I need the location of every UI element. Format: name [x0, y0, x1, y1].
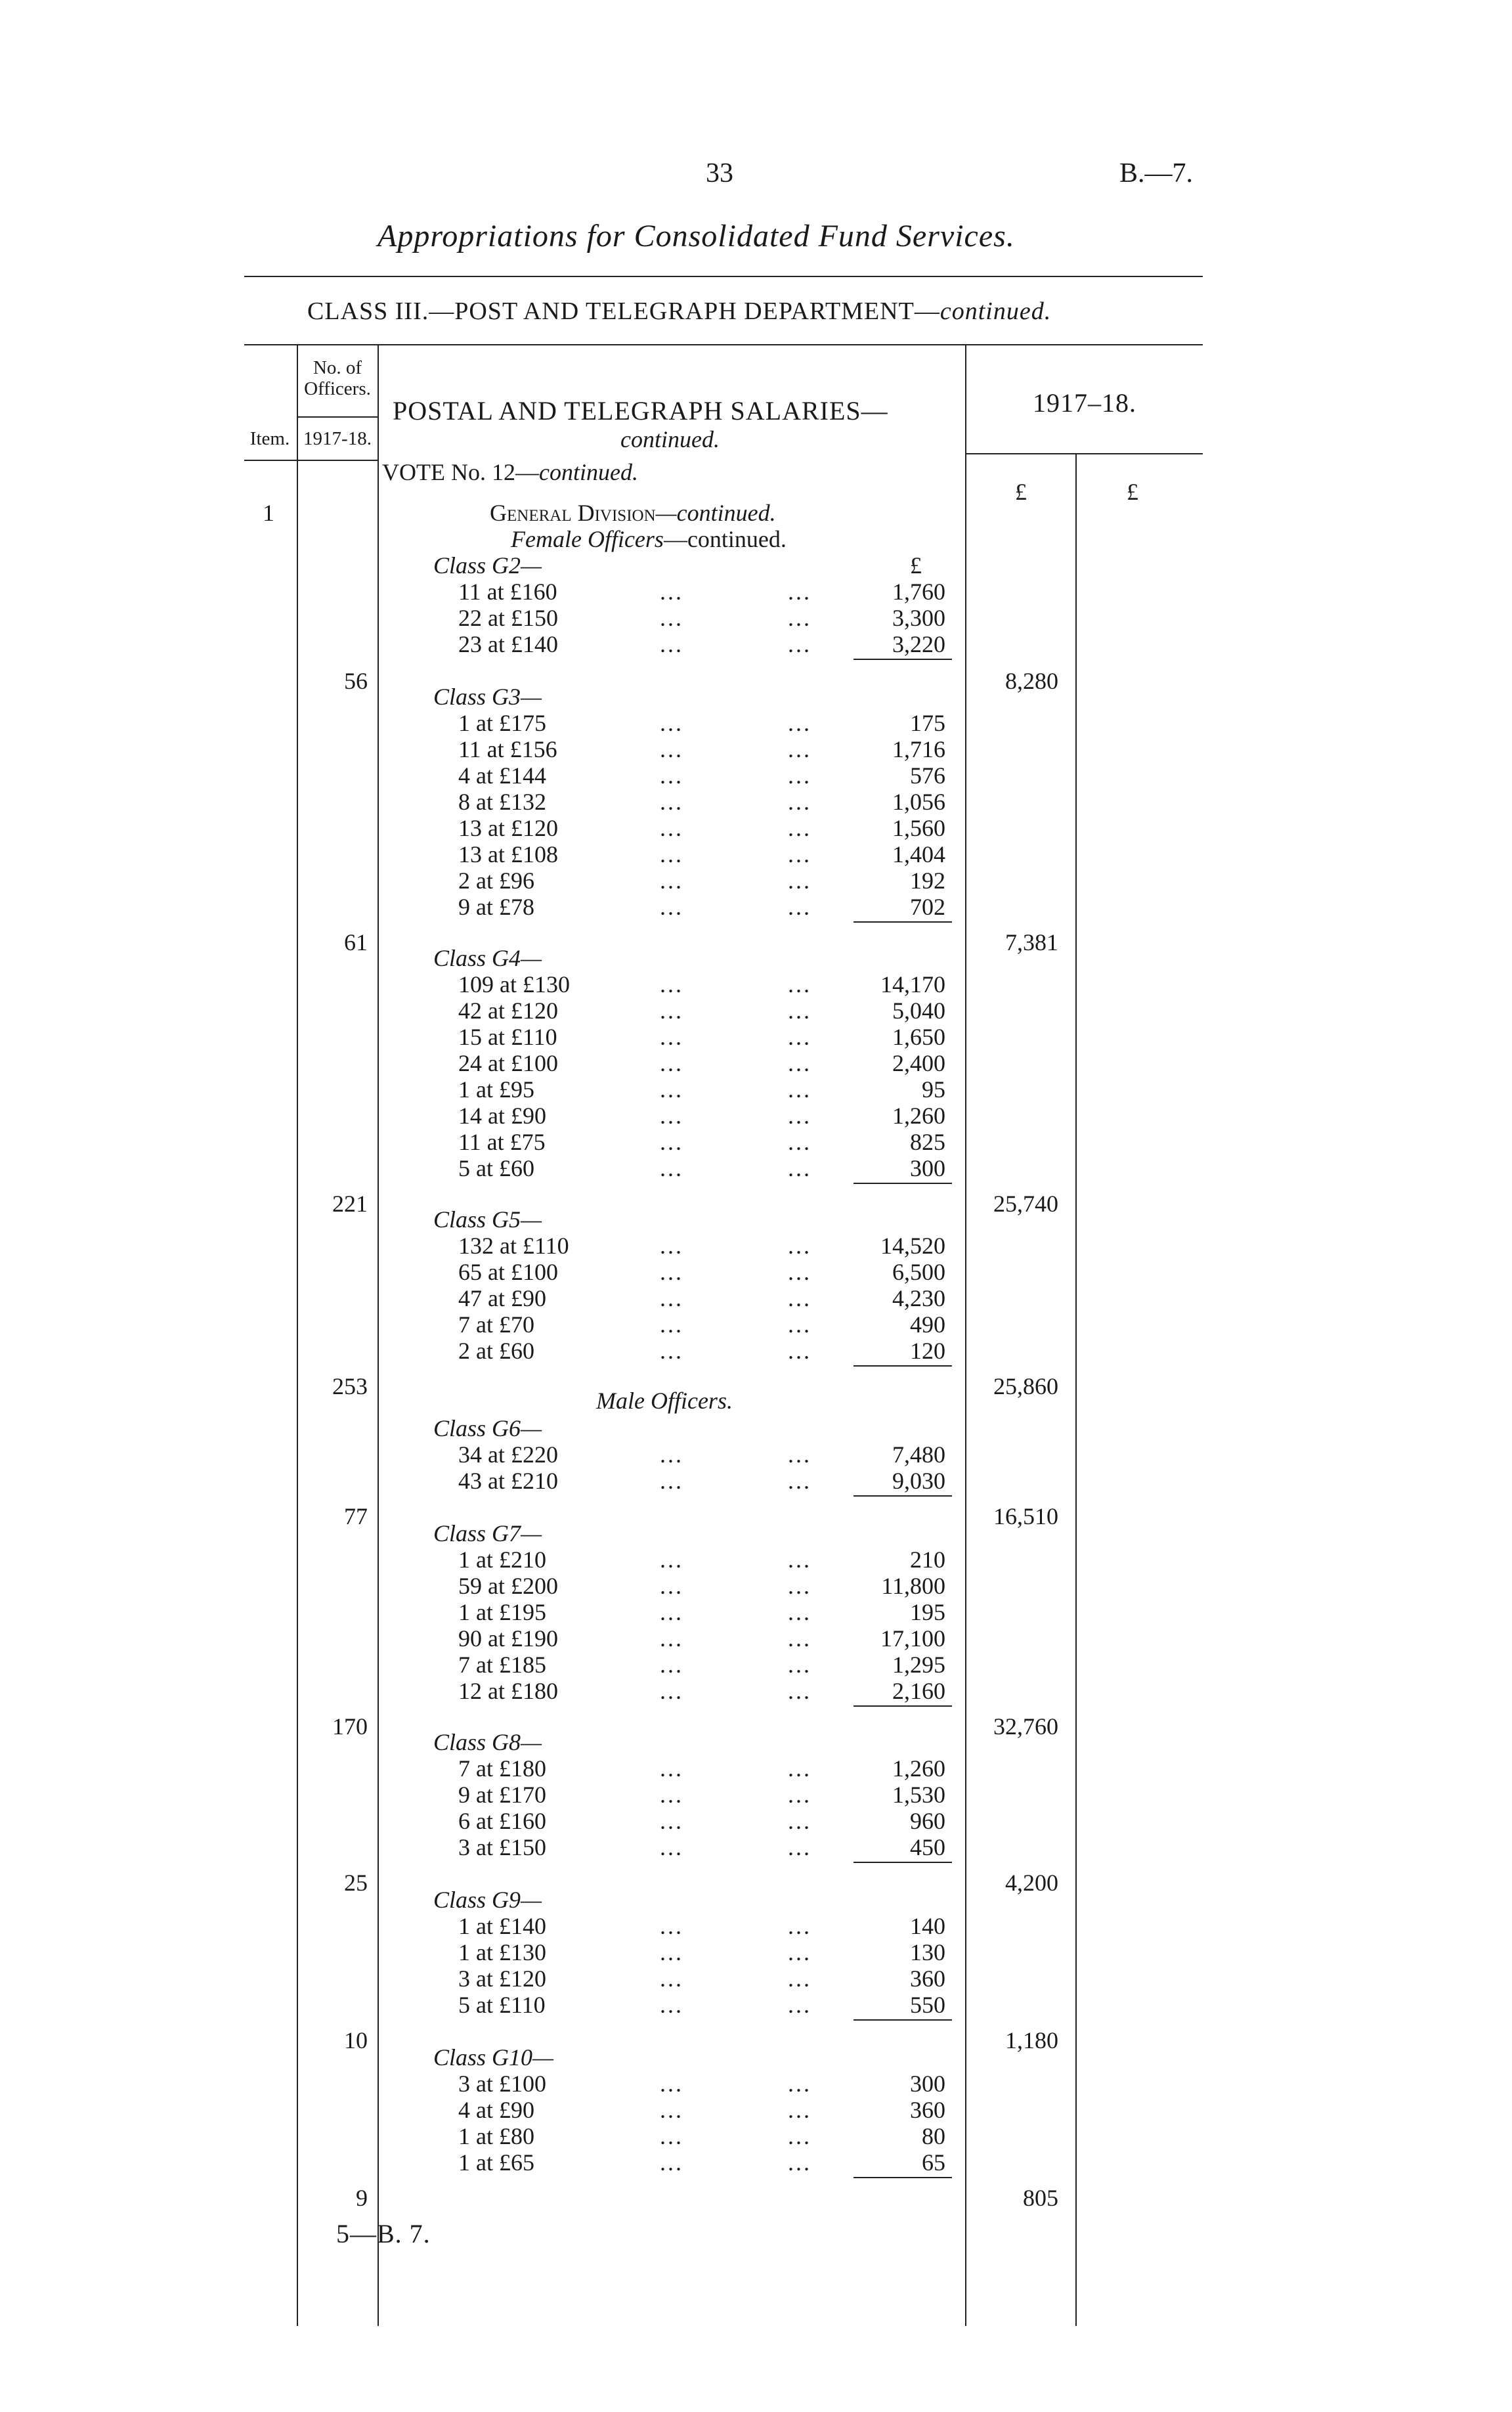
officers-header-rule — [297, 416, 378, 418]
salary-rate: 1 at £130 — [458, 1939, 546, 1965]
salary-rate: 5 at £110 — [458, 1992, 546, 2018]
salary-rate: 7 at £180 — [458, 1755, 546, 1782]
subtotal-rule — [853, 1705, 952, 1707]
leader-dots: ... — [660, 1103, 683, 1129]
class-total: 7,381 — [1005, 929, 1058, 955]
leader-dots: ... — [788, 1965, 811, 1992]
salary-amount: 7,480 — [892, 1441, 945, 1468]
salary-amount: 1,260 — [892, 1103, 945, 1129]
leader-dots: ... — [660, 1808, 683, 1834]
leader-dots: ... — [660, 1259, 683, 1285]
class-total: 32,760 — [993, 1713, 1058, 1740]
class-label: Class G8— — [433, 1729, 542, 1755]
leader-dots: ... — [788, 1834, 811, 1860]
salary-rate: 7 at £70 — [458, 1311, 534, 1338]
officers-count: 253 — [332, 1373, 368, 1399]
class-label: Class G7— — [433, 1520, 542, 1546]
salary-rate: 1 at £195 — [458, 1599, 546, 1625]
salary-amount: 450 — [910, 1834, 945, 1860]
salary-rate: 3 at £120 — [458, 1965, 546, 1992]
salary-rate: 11 at £156 — [458, 736, 557, 762]
leader-dots: ... — [660, 1834, 683, 1860]
class-rule — [244, 344, 1203, 345]
salary-rate: 12 at £180 — [458, 1678, 558, 1704]
leader-dots: ... — [660, 998, 683, 1024]
leader-dots: ... — [660, 2071, 683, 2097]
page-title: Appropriations for Consolidated Fund Services. — [378, 219, 1015, 253]
leader-dots: ... — [788, 1155, 811, 1181]
salary-rate: 3 at £150 — [458, 1834, 546, 1860]
officers-count: 170 — [332, 1713, 368, 1740]
class-total: 25,860 — [993, 1373, 1058, 1399]
salary-amount: 14,520 — [880, 1233, 945, 1259]
class-label: Class G6— — [433, 1415, 542, 1441]
leader-dots: ... — [660, 1285, 683, 1311]
salary-amount: 175 — [910, 710, 945, 736]
item-header-rule — [244, 460, 378, 461]
salary-rate: 90 at £190 — [458, 1625, 558, 1652]
leader-dots: ... — [660, 1625, 683, 1652]
vote-line: VOTE No. 12—continued. — [382, 459, 638, 485]
leader-dots: ... — [660, 1782, 683, 1808]
officers-count: 56 — [344, 668, 368, 694]
officers-year-header: 1917-18. — [303, 428, 372, 449]
salary-rate: 9 at £78 — [458, 894, 534, 920]
leader-dots: ... — [660, 762, 683, 789]
leader-dots: ... — [660, 631, 683, 657]
salary-rate: 34 at £220 — [458, 1441, 558, 1468]
salary-rate: 13 at £108 — [458, 841, 558, 867]
salaries-heading-continued: continued. — [620, 426, 720, 452]
subtotal-rule — [853, 1495, 952, 1497]
salary-rate: 13 at £120 — [458, 815, 558, 841]
salary-amount: 192 — [910, 867, 945, 894]
salary-rate: 4 at £144 — [458, 762, 546, 789]
leader-dots: ... — [660, 1965, 683, 1992]
salary-amount: 3,220 — [892, 631, 945, 657]
leader-dots: ... — [660, 1913, 683, 1939]
salary-amount: 210 — [910, 1546, 945, 1573]
salary-amount: 1,650 — [892, 1024, 945, 1050]
leader-dots: ... — [660, 1546, 683, 1573]
class-total: 1,180 — [1005, 2027, 1058, 2053]
leader-dots: ... — [660, 971, 683, 998]
leader-dots: ... — [788, 762, 811, 789]
leader-dots: ... — [788, 1024, 811, 1050]
salary-amount: 9,030 — [892, 1468, 945, 1494]
salary-rate: 15 at £110 — [458, 1024, 557, 1050]
leader-dots: ... — [788, 1441, 811, 1468]
leader-dots: ... — [788, 2123, 811, 2149]
salary-rate: 5 at £60 — [458, 1155, 534, 1181]
leader-dots: ... — [660, 710, 683, 736]
salary-amount: 11,800 — [881, 1573, 945, 1599]
leader-dots: ... — [788, 1782, 811, 1808]
leader-dots: ... — [788, 1625, 811, 1652]
document-reference: B.—7. — [1119, 158, 1194, 188]
leader-dots: ... — [788, 1468, 811, 1494]
leader-dots: ... — [660, 815, 683, 841]
leader-dots: ... — [660, 736, 683, 762]
leader-dots: ... — [788, 710, 811, 736]
salary-rate: 22 at £150 — [458, 605, 558, 631]
leader-dots: ... — [788, 579, 811, 605]
salary-rate: 6 at £160 — [458, 1808, 546, 1834]
salary-amount: 140 — [910, 1913, 945, 1939]
pound-header-1: £ — [1015, 479, 1027, 505]
salary-amount: 300 — [910, 2071, 945, 2097]
salary-rate: 1 at £210 — [458, 1546, 546, 1573]
leader-dots: ... — [660, 1755, 683, 1782]
salary-rate: 3 at £100 — [458, 2071, 546, 2097]
salary-rate: 59 at £200 — [458, 1573, 558, 1599]
salary-amount: 360 — [910, 1965, 945, 1992]
leader-dots: ... — [788, 1103, 811, 1129]
column-rule-details-right — [965, 344, 966, 2326]
salary-rate: 11 at £160 — [458, 579, 557, 605]
salary-amount: 1,530 — [892, 1782, 945, 1808]
salary-rate: 24 at £100 — [458, 1050, 558, 1076]
male-officers-heading: Male Officers. — [596, 1388, 733, 1414]
officers-count: 77 — [344, 1503, 368, 1529]
pound-header-2: £ — [1127, 479, 1138, 505]
salary-rate: 2 at £60 — [458, 1338, 534, 1364]
leader-dots: ... — [788, 1546, 811, 1573]
leader-dots: ... — [660, 1155, 683, 1181]
salary-rate: 7 at £185 — [458, 1652, 546, 1678]
leader-dots: ... — [788, 631, 811, 657]
leader-dots: ... — [788, 867, 811, 894]
leader-dots: ... — [788, 1076, 811, 1103]
salary-amount: 576 — [910, 762, 945, 789]
leader-dots: ... — [660, 841, 683, 867]
item-number: 1 — [263, 500, 274, 526]
pound-header-inner: £ — [910, 552, 922, 579]
leader-dots: ... — [660, 1573, 683, 1599]
leader-dots: ... — [788, 605, 811, 631]
salary-amount: 1,056 — [892, 789, 945, 815]
salary-amount: 1,760 — [892, 579, 945, 605]
salary-amount: 14,170 — [880, 971, 945, 998]
salary-rate: 47 at £90 — [458, 1285, 546, 1311]
subtotal-rule — [853, 921, 952, 923]
salaries-heading: POSTAL AND TELEGRAPH SALARIES— — [393, 396, 888, 426]
page-number: 33 — [706, 158, 733, 188]
salary-amount: 130 — [910, 1939, 945, 1965]
class-label: Class G4— — [433, 945, 542, 971]
year-header: 1917–18. — [1033, 388, 1136, 418]
class-total: 16,510 — [993, 1503, 1058, 1529]
salary-rate: 1 at £65 — [458, 2149, 534, 2176]
salary-amount: 65 — [922, 2149, 945, 2176]
leader-dots: ... — [788, 841, 811, 867]
leader-dots: ... — [788, 1599, 811, 1625]
leader-dots: ... — [660, 2097, 683, 2123]
leader-dots: ... — [660, 1050, 683, 1076]
class-heading: CLASS III.—POST AND TELEGRAPH DEPARTMENT—continued. — [307, 297, 1052, 325]
salary-amount: 95 — [922, 1076, 945, 1103]
salary-rate: 23 at £140 — [458, 631, 558, 657]
leader-dots: ... — [660, 1441, 683, 1468]
leader-dots: ... — [788, 1259, 811, 1285]
column-rule-officers-right — [378, 344, 379, 2326]
leader-dots: ... — [788, 1311, 811, 1338]
subtotal-rule — [853, 2019, 952, 2021]
officers-count: 61 — [344, 929, 368, 955]
officers-count: 10 — [344, 2027, 368, 2053]
leader-dots: ... — [788, 1939, 811, 1965]
salary-amount: 1,404 — [892, 841, 945, 867]
leader-dots: ... — [660, 2123, 683, 2149]
leader-dots: ... — [660, 1652, 683, 1678]
leader-dots: ... — [660, 1599, 683, 1625]
leader-dots: ... — [660, 1678, 683, 1704]
salary-rate: 11 at £75 — [458, 1129, 546, 1155]
subtotal-rule — [853, 1862, 952, 1863]
leader-dots: ... — [660, 1992, 683, 2018]
salary-rate: 43 at £210 — [458, 1468, 558, 1494]
leader-dots: ... — [660, 1129, 683, 1155]
class-label: Class G2— — [433, 552, 542, 579]
leader-dots: ... — [788, 998, 811, 1024]
leader-dots: ... — [660, 894, 683, 920]
leader-dots: ... — [788, 894, 811, 920]
leader-dots: ... — [788, 736, 811, 762]
salary-rate: 132 at £110 — [458, 1233, 569, 1259]
leader-dots: ... — [788, 2097, 811, 2123]
salary-amount: 1,260 — [892, 1755, 945, 1782]
leader-dots: ... — [788, 1652, 811, 1678]
class-label: Class G9— — [433, 1887, 542, 1913]
leader-dots: ... — [788, 815, 811, 841]
salary-amount: 1,716 — [892, 736, 945, 762]
leader-dots: ... — [788, 789, 811, 815]
salary-rate: 1 at £80 — [458, 2123, 534, 2149]
salary-amount: 360 — [910, 2097, 945, 2123]
no-of-officers-header: No. of Officers. — [304, 357, 371, 399]
salary-rate: 8 at £132 — [458, 789, 546, 815]
salary-amount: 5,040 — [892, 998, 945, 1024]
salary-amount: 300 — [910, 1155, 945, 1181]
leader-dots: ... — [660, 605, 683, 631]
officers-count: 25 — [344, 1870, 368, 1896]
leader-dots: ... — [660, 1024, 683, 1050]
leader-dots: ... — [660, 789, 683, 815]
subtotal-rule — [853, 1183, 952, 1184]
leader-dots: ... — [660, 2149, 683, 2176]
salary-rate: 65 at £100 — [458, 1259, 558, 1285]
salary-rate: 1 at £175 — [458, 710, 546, 736]
leader-dots: ... — [788, 2071, 811, 2097]
salary-amount: 195 — [910, 1599, 945, 1625]
subtotal-rule — [853, 2177, 952, 2178]
salary-amount: 550 — [910, 1992, 945, 2018]
officers-count: 9 — [356, 2185, 368, 2211]
salary-rate: 2 at £96 — [458, 867, 534, 894]
leader-dots: ... — [660, 1076, 683, 1103]
salary-rate: 9 at £170 — [458, 1782, 546, 1808]
general-division-heading: General Division—continued. — [490, 500, 776, 526]
class-total: 8,280 — [1005, 668, 1058, 694]
salary-amount: 960 — [910, 1808, 945, 1834]
salary-amount: 3,300 — [892, 605, 945, 631]
leader-dots: ... — [788, 1808, 811, 1834]
salary-amount: 4,230 — [892, 1285, 945, 1311]
leader-dots: ... — [788, 1992, 811, 2018]
officers-count: 221 — [332, 1191, 368, 1217]
leader-dots: ... — [788, 1755, 811, 1782]
female-officers-heading: Female Officers—continued. — [511, 526, 787, 552]
leader-dots: ... — [788, 1285, 811, 1311]
salary-rate: 1 at £140 — [458, 1913, 546, 1939]
class-label: Class G10— — [433, 2044, 554, 2071]
column-rule-pound-divider — [1075, 453, 1077, 2326]
leader-dots: ... — [788, 1050, 811, 1076]
salary-rate: 42 at £120 — [458, 998, 558, 1024]
salary-amount: 17,100 — [880, 1625, 945, 1652]
class-total: 805 — [1023, 2185, 1058, 2211]
leader-dots: ... — [660, 867, 683, 894]
leader-dots: ... — [660, 1468, 683, 1494]
class-label: Class G3— — [433, 684, 542, 710]
class-total: 4,200 — [1005, 1870, 1058, 1896]
leader-dots: ... — [788, 1129, 811, 1155]
leader-dots: ... — [788, 1573, 811, 1599]
item-header: Item. — [249, 428, 290, 449]
leader-dots: ... — [788, 971, 811, 998]
salary-amount: 702 — [910, 894, 945, 920]
leader-dots: ... — [660, 1311, 683, 1338]
salary-rate: 109 at £130 — [458, 971, 570, 998]
salary-amount: 6,500 — [892, 1259, 945, 1285]
class-label: Class G5— — [433, 1206, 542, 1233]
leader-dots: ... — [788, 2149, 811, 2176]
leader-dots: ... — [660, 1233, 683, 1259]
subtotal-rule — [853, 1365, 952, 1367]
subtotal-rule — [853, 659, 952, 660]
salary-amount: 1,560 — [892, 815, 945, 841]
leader-dots: ... — [788, 1913, 811, 1939]
leader-dots: ... — [788, 1338, 811, 1364]
salary-amount: 120 — [910, 1338, 945, 1364]
salary-rate: 4 at £90 — [458, 2097, 534, 2123]
leader-dots: ... — [788, 1233, 811, 1259]
page-signature: 5—B. 7. — [336, 2219, 431, 2248]
salary-amount: 1,295 — [892, 1652, 945, 1678]
leader-dots: ... — [788, 1678, 811, 1704]
salary-amount: 490 — [910, 1311, 945, 1338]
salary-amount: 2,160 — [892, 1678, 945, 1704]
class-total: 25,740 — [993, 1191, 1058, 1217]
salary-rate: 1 at £95 — [458, 1076, 534, 1103]
leader-dots: ... — [660, 1338, 683, 1364]
salary-rate: 14 at £90 — [458, 1103, 546, 1129]
leader-dots: ... — [660, 1939, 683, 1965]
salary-amount: 825 — [910, 1129, 945, 1155]
salary-amount: 80 — [922, 2123, 945, 2149]
year-header-rule — [965, 453, 1203, 454]
leader-dots: ... — [660, 579, 683, 605]
title-rule — [244, 276, 1203, 277]
salary-amount: 2,400 — [892, 1050, 945, 1076]
